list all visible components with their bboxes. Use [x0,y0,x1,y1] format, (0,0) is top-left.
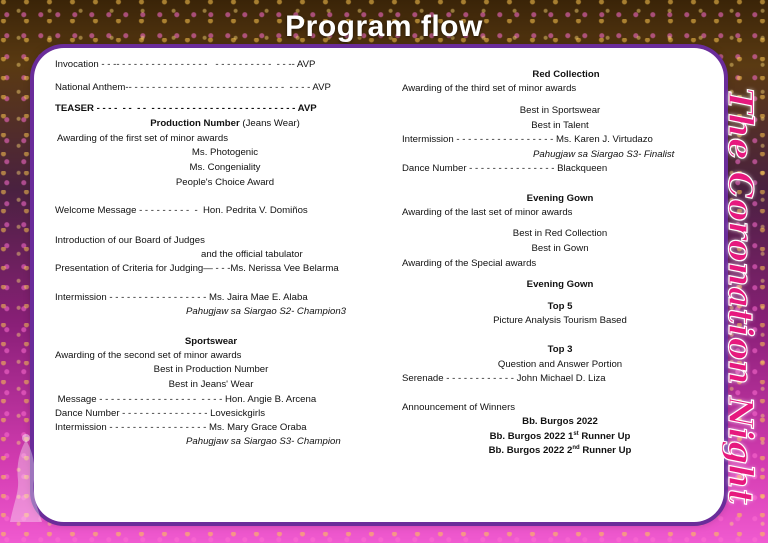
runner-up-2-text: Bb. Burgos 2022 2 [488,445,573,456]
runner-up-2-line [402,444,718,459]
picture-analysis-line: Picture Analysis Tourism Based [493,315,627,326]
qa-line: Question and Answer Portion [497,359,623,370]
runner-up-2-suffix: nd [572,444,580,451]
message-line: Message - - - - - - - - - - - - - - - - - - - - - Hon. Angie B. Arcena [55,394,317,405]
best-red-line: Best in Red Collection [512,228,608,239]
top5-heading: Top 5 [547,301,573,312]
awarding-third-line: Awarding of the third set of minor awards [402,83,577,94]
red-collection-heading: Red Collection [532,69,600,80]
sportswear-heading: Sportswear [184,336,238,347]
photogenic-line: Ms. Photogenic [191,147,259,158]
criteria-line: Presentation of Criteria for Judging— - - -Ms. Nerissa Vee Belarma [55,263,339,274]
awarding-last-line: Awarding of the last set of minor awards [402,207,573,218]
runner-up-1-label: Runner Up [578,431,631,442]
runner-up-1-text: Bb. Burgos 2022 1 [489,431,574,442]
dance2-line: Dance Number - - - - - - - - - - - - - - - Blackqueen [402,163,608,174]
runner-up-1-suffix: st [573,430,579,437]
best-sportswear-line: Best in Sportswear [519,105,601,116]
intermission2-note: Pahugjaw sa Siargao S3- Champion [186,436,341,447]
best-production-line: Best in Production Number [153,364,269,375]
awarding-first-line: Awarding of the first set of minor awards [57,133,228,144]
dance1-line: Dance Number - - - - - - - - - - - - - - - Lovesickgirls [55,408,266,419]
top3-heading: Top 3 [547,344,573,355]
peoples-choice-line: People's Choice Award [175,177,275,188]
congeniality-line: Ms. Congeniality [189,162,261,173]
evening-gown-heading-1: Evening Gown [526,193,594,204]
intermission3-note: Pahugjaw sa Siargao S3- Finalist [533,149,675,160]
production-subtitle: (Jeans Wear) [239,118,300,129]
anthem-line: National Anthem-- - - - - - - - - - - - - - - - - - - - - - - - - - - - - - - AVP [55,82,331,93]
intermission1-note: Pahugjaw sa Siargao S2- Champion3 [186,306,346,317]
best-talent-line: Best in Talent [531,120,589,131]
official-tabulator-line: and the official tabulator [201,249,303,260]
announcement-line: Announcement of Winners [402,402,516,413]
runner-up-1-line [402,430,718,445]
side-title: The Coronation Night [720,87,760,505]
production-heading [55,117,395,132]
awarding-special-line: Awarding of the Special awards [402,258,537,269]
welcome-line: Welcome Message - - - - - - - - - - Hon. Pedrita V. Domiños [55,205,308,216]
production-title: Production Number [150,118,240,129]
intro-judges-line: Introduction of our Board of Judges [55,235,205,246]
best-jeans-line: Best in Jeans' Wear [168,379,254,390]
serenade-line: Serenade - - - - - - - - - - - - John Michael D. Liza [402,373,606,384]
intermission2-line: Intermission - - - - - - - - - - - - - - - - - Ms. Mary Grace Oraba [55,422,307,433]
invocation-line: Invocation - - -- - - - - - - - - - - - - - - - - - - - - - - - - - - - -- AVP [55,59,316,70]
winner-line: Bb. Burgos 2022 [522,416,598,427]
intermission1-line: Intermission - - - - - - - - - - - - - - - - - Ms. Jaira Mae E. Alaba [55,292,308,303]
crown-silhouette-icon [6,430,46,530]
evening-gown-heading-2: Evening Gown [526,279,594,290]
awarding-second-line: Awarding of the second set of minor awards [55,350,242,361]
teaser-line: TEASER - - - - - - - - - - - - - - - - - - - - - - - - - - - - - - - - - AVP [55,103,317,114]
page-title: Program flow [285,10,483,43]
runner-up-2-label: Runner Up [579,445,632,456]
best-gown-line: Best in Gown [531,243,589,254]
intermission3-line: Intermission - - - - - - - - - - - - - - - - - Ms. Karen J. Virtudazo [402,134,653,145]
